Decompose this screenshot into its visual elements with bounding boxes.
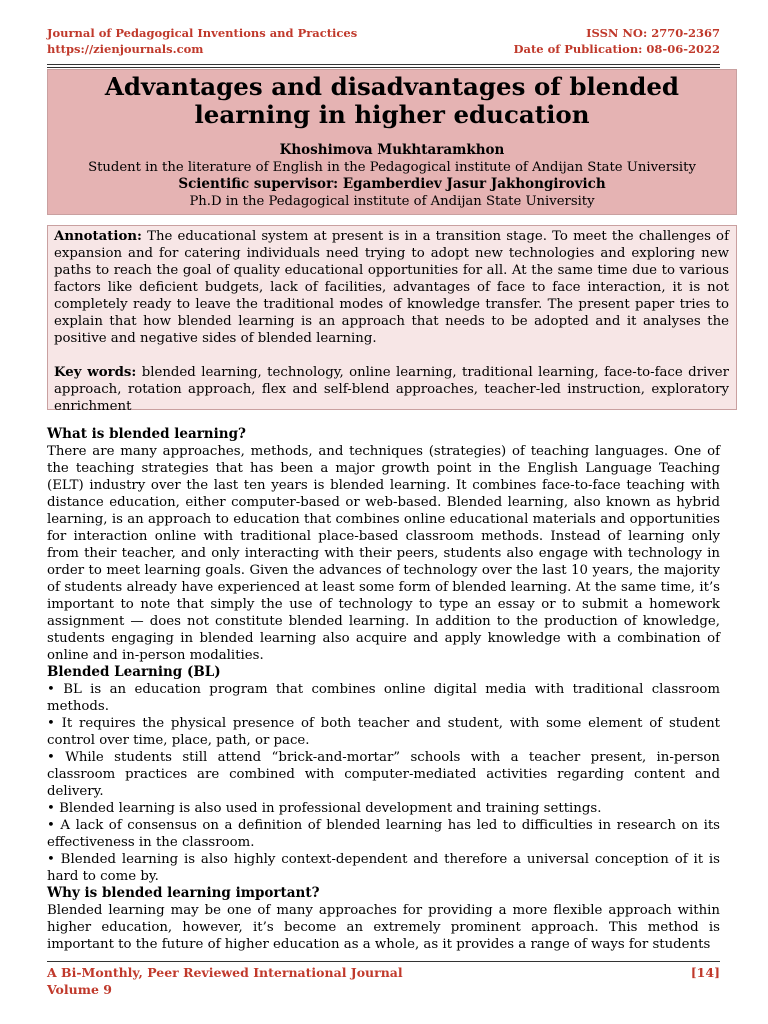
bullet-item: • It requires the physical presence of both teacher and student, with some element of student control over time, place, path, or pace. bbox=[47, 716, 720, 748]
bullet-list bbox=[47, 681, 720, 885]
bullet-item: • While students still attend “brick-and-mortar” schools with a teacher present, in-person classroom practices are combined with computer-mediated activities regarding content and delivery. bbox=[47, 750, 720, 799]
supervisor-affiliation: Ph.D in the Pedagogical institute of Andijan State University bbox=[189, 194, 595, 209]
section-heading-bl: Blended Learning (BL) bbox=[47, 664, 221, 680]
section-heading-what-is-bl: What is blended learning? bbox=[47, 426, 246, 442]
journal-name: Journal of Pedagogical Inventions and Practices bbox=[47, 26, 358, 40]
bullet-item: • Blended learning is also highly context-dependent and therefore a universal conception of it is hard to come by. bbox=[47, 852, 720, 884]
supervisor-name: Scientific supervisor: Egamberdiev Jasur Jakhongirovich bbox=[178, 176, 606, 192]
author-affiliation: Student in the literature of English in the Pedagogical institute of Andijan State University bbox=[88, 160, 696, 175]
volume-label: Volume 9 bbox=[47, 982, 112, 997]
paper-title: Advantages and disadvantages of blended learning in higher education bbox=[104, 72, 680, 129]
body-paragraph-1: There are many approaches, methods, and techniques (strategies) of teaching languages. One of the teaching strategies that has been a major growth point in the English Language Teaching (ELT) industry over the last ten years is blended learning. It combines face-to-face teaching with distance education, either computer-based or web-based. Blended learning, also known as hybrid learning, is an approach to education that combines online educational materials and opportunities for interaction online with traditional place-based classroom methods. Instead of learning only from their teacher, and only interacting with their peers, students also engage with technology in order to meet learning goals. Given the advances of technology over the last 10 years, the majority of students already have experienced at least some form of blended learning. At the same time, it’s important to note that simply the use of technology to type an essay or to submit a homework assignment — does not constitute blended learning. In addition to the production of knowledge, students engaging in blended learning also acquire and apply knowledge with a combination of online and in-person modalities. bbox=[47, 444, 720, 663]
header-divider-secondary bbox=[47, 67, 720, 68]
body-paragraph-2: Blended learning may be one of many approaches for providing a more flexible approach within higher education, however, it’s become an extremely prominent approach. This method is important to the future of higher education as a whole, as it provides a range of ways for students bbox=[47, 903, 720, 952]
bullet-item: • Blended learning is also used in professional development and training settings. bbox=[47, 801, 602, 816]
page-number: [14] bbox=[690, 965, 720, 980]
journal-url-link[interactable]: https://zienjournals.com bbox=[47, 42, 204, 56]
header-divider bbox=[47, 64, 720, 65]
bullet-item: • BL is an education program that combines online digital media with traditional classroom methods. bbox=[47, 682, 720, 714]
footer-divider bbox=[47, 961, 720, 962]
abstract-block bbox=[47, 225, 737, 414]
annotation-label: Annotation: bbox=[54, 229, 142, 244]
keywords-text: blended learning, technology, online learning, traditional learning, face-to-face driver approach, rotation approach, flex and self-blend approaches, teacher-led instruction, exploratory enrichment bbox=[54, 365, 730, 414]
journal-description: A Bi-Monthly, Peer Reviewed International Journal bbox=[47, 965, 403, 980]
body-content bbox=[47, 426, 720, 953]
publication-date: Date of Publication: 08-06-2022 bbox=[513, 42, 720, 56]
keywords-paragraph bbox=[54, 364, 729, 415]
author-name: Khoshimova Mukhtaramkhon bbox=[279, 142, 505, 158]
annotation-text: The educational system at present is in a transition stage. To meet the challenges of expansion and for catering individuals need trying to adopt new technologies and exploring new paths to reach the goal of quality educational opportunities for all. At the same time due to various factors like deficient budgets, lack of facilities, advantages of face to face interaction, it is not completely ready to leave the traditional modes of knowledge transfer. The present paper tries to explain that how blended learning is an approach that needs to be adopted and it analyses the positive and negative sides of blended learning. bbox=[54, 229, 729, 346]
issn: ISSN NO: 2770-2367 bbox=[586, 26, 720, 40]
section-heading-why-important: Why is blended learning important? bbox=[47, 885, 320, 901]
title-block bbox=[47, 69, 737, 215]
bullet-item: • A lack of consensus on a definition of blended learning has led to difficulties in research on its effectiveness in the classroom. bbox=[47, 818, 720, 850]
keywords-label: Key words: bbox=[54, 365, 137, 380]
annotation-paragraph bbox=[54, 228, 729, 347]
